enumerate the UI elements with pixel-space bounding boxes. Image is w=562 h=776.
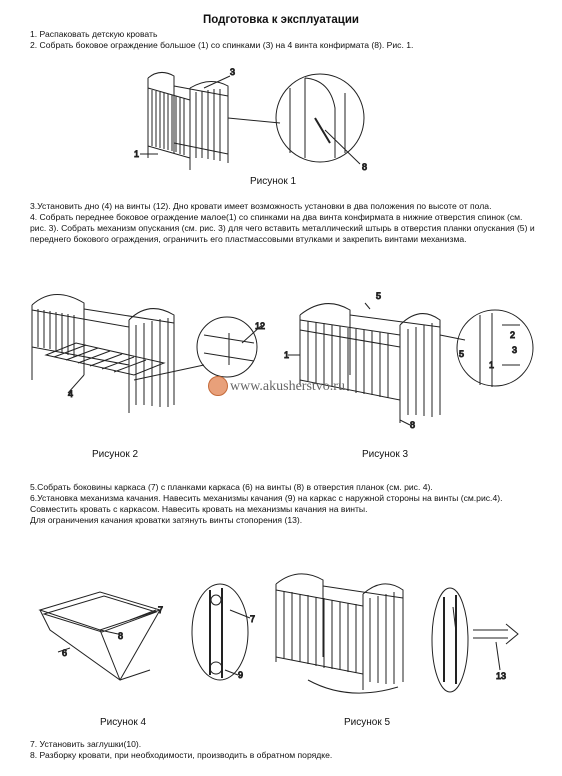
fig1-callout-8: 8 [362, 162, 368, 172]
fig1-callout-1: 1 [134, 149, 140, 159]
steps-block-4 [30, 739, 540, 761]
fig4-callout-7: 7 [158, 605, 164, 615]
step-7: 7. Установить заглушки(10). [30, 739, 142, 749]
figure-3 [280, 285, 540, 435]
fig4-callout-7b: 7 [250, 614, 256, 624]
fig3-callout-1: 1 [284, 350, 290, 360]
step-3: 3.Установить дно (4) на винты (12). Дно кровати имеет возможность установки в два положения по высоте от пола. [30, 201, 492, 211]
fig2-callout-4: 4 [68, 389, 74, 399]
fig3-callout-8: 8 [410, 420, 416, 430]
page-title: Подготовка к эксплуатации [202, 14, 359, 26]
fig4-callout-8: 8 [118, 631, 124, 641]
step-2: 2. Собрать боковое ограждение большое (1) со спинками (3) на 4 винта конфирмата (8). Рис. 1. [30, 40, 414, 50]
step-6: 6.Установка механизма качания. Навесить механизмы качания (9) на каркас с наружной стороны на винты (см.рис.4). Совместить кровать с каркасом. Навесить кровать на механизмы качания на винты. [30, 493, 503, 514]
figure-5 [268, 562, 538, 707]
fig3-callout-1b: 1 [489, 360, 495, 370]
step-4: 4. Собрать переднее боковое ограждение малое(1) со спинками на два винта конфирмата в нижние отверстия спинок (см. рис. 3). Собрать механизм опускания (см. рис. 3) для чего вставить металлический штырь в отверстия планки опускания (5) и переднего бокового ограждения, ограничить его пластмассовыми втулками и закрепить винтами механизма. [30, 212, 535, 244]
steps-block-3 [30, 482, 540, 526]
figure-4-caption: Рисунок 4 [100, 717, 147, 728]
watermark-logo [208, 376, 228, 396]
figure-5-caption: Рисунок 5 [344, 717, 391, 728]
step-8: 8. Разборку кровати, при необходимости, производить в обратном порядке. [30, 750, 333, 760]
fig3-callout-5: 5 [376, 291, 382, 301]
steps-block-2 [30, 201, 540, 245]
figure-3-caption: Рисунок 3 [362, 449, 409, 460]
step-6-note: Для ограничения качания кроватки затянуть винты стопорения (13). [30, 515, 303, 525]
figure-1-caption: Рисунок 1 [250, 176, 297, 187]
figure-4 [30, 580, 280, 700]
figure-2 [24, 285, 279, 435]
step-5: 5.Собрать боковины каркаса (7) с планками каркаса (6) на винты (8) в отверстия планок (см. рис. 4). [30, 482, 433, 492]
fig5-callout-13: 13 [496, 671, 507, 681]
fig1-callout-3: 3 [230, 67, 236, 77]
fig2-callout-12: 12 [255, 321, 266, 331]
step-1: 1. Распаковать детскую кровать [30, 29, 158, 39]
watermark-text: www.akusherstvo.ru [230, 379, 345, 394]
fig3-callout-5b: 5 [459, 349, 465, 359]
figure-1 [130, 58, 390, 178]
fig3-callout-2: 2 [510, 330, 516, 340]
figure-2-caption: Рисунок 2 [92, 449, 139, 460]
fig4-callout-6: 6 [62, 648, 68, 658]
fig4-callout-9: 9 [238, 670, 244, 680]
fig3-callout-3: 3 [512, 345, 518, 355]
steps-block-1 [30, 29, 540, 51]
